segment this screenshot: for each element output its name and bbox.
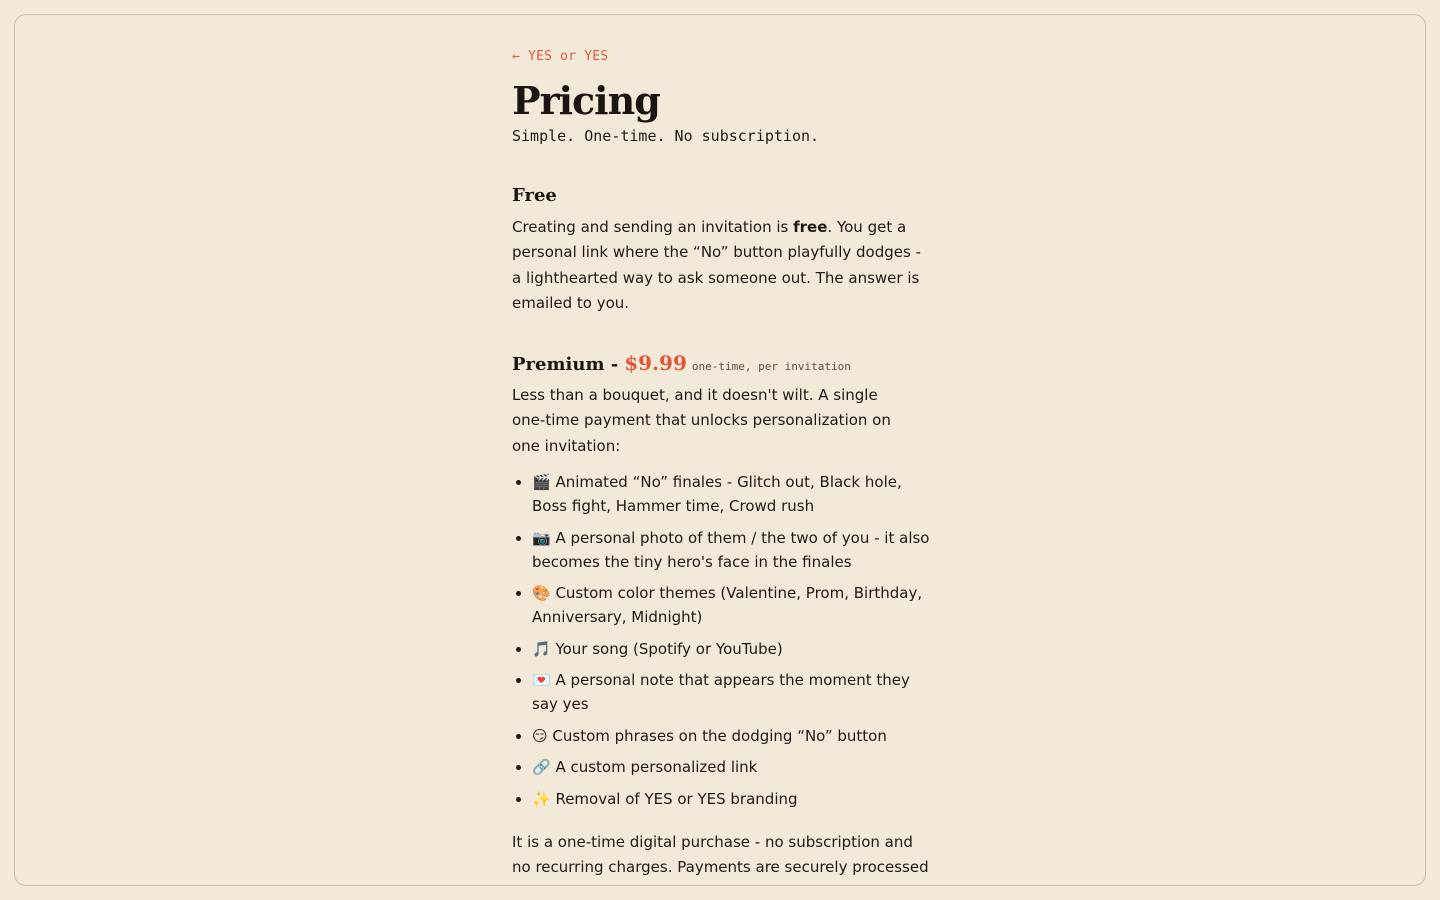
back-link[interactable]: ← YES or YES xyxy=(512,49,609,64)
feature-item-song: • 🎵 Your song (Spotify or YouTube) xyxy=(532,637,932,661)
premium-feature-list xyxy=(512,470,932,818)
feature-item-custom-link: • 🔗 A custom personalized link xyxy=(532,755,932,779)
premium-price-note: one-time, per invitation xyxy=(691,360,851,373)
page-subtitle: Simple. One-time. No subscription. xyxy=(512,127,820,145)
purchase-terms-text: It is a one-time digital purchase - no subscription and no recurring charges. Payments are securely processed xyxy=(512,833,929,877)
free-emphasis: free xyxy=(793,218,828,236)
feature-item-custom-phrases: • 😏 Custom phrases on the dodging “No” button xyxy=(532,724,932,748)
premium-heading-label: Premium - xyxy=(512,354,619,375)
feature-item-branding-removal: • ✨ Removal of YES or YES branding xyxy=(532,787,932,811)
free-description xyxy=(512,215,932,316)
premium-heading xyxy=(512,351,851,375)
premium-price: $9.99 xyxy=(624,351,687,375)
feature-item-color-themes: • 🎨 Custom color themes (Valentine, Prom, Birthday, Anniversary, Midnight) xyxy=(532,581,932,629)
feature-item-personal-note: • 💌 A personal note that appears the moment they say yes xyxy=(532,668,932,716)
browser-viewport-frame xyxy=(14,14,1426,886)
free-description-end: . You get a personal link where the “No” button playfully dodges - a lighthearted way to ask someone out. The answer is emailed to you. xyxy=(512,218,921,312)
feature-item-personal-photo: • 📷 A personal photo of them / the two of you - it also becomes the tiny hero's face in the finales xyxy=(532,526,932,574)
page-title: Pricing xyxy=(512,78,660,123)
free-description-start: Creating and sending an invitation is xyxy=(512,218,794,236)
premium-description: Less than a bouquet, and it doesn't wilt. A single one-time payment that unlocks personalization on one invitation: xyxy=(512,386,891,455)
feature-item-animated-finales: • 🎬 Animated “No” finales - Glitch out, Black hole, Boss fight, Hammer time, Crowd rush xyxy=(532,470,932,518)
free-heading: Free xyxy=(512,185,557,206)
